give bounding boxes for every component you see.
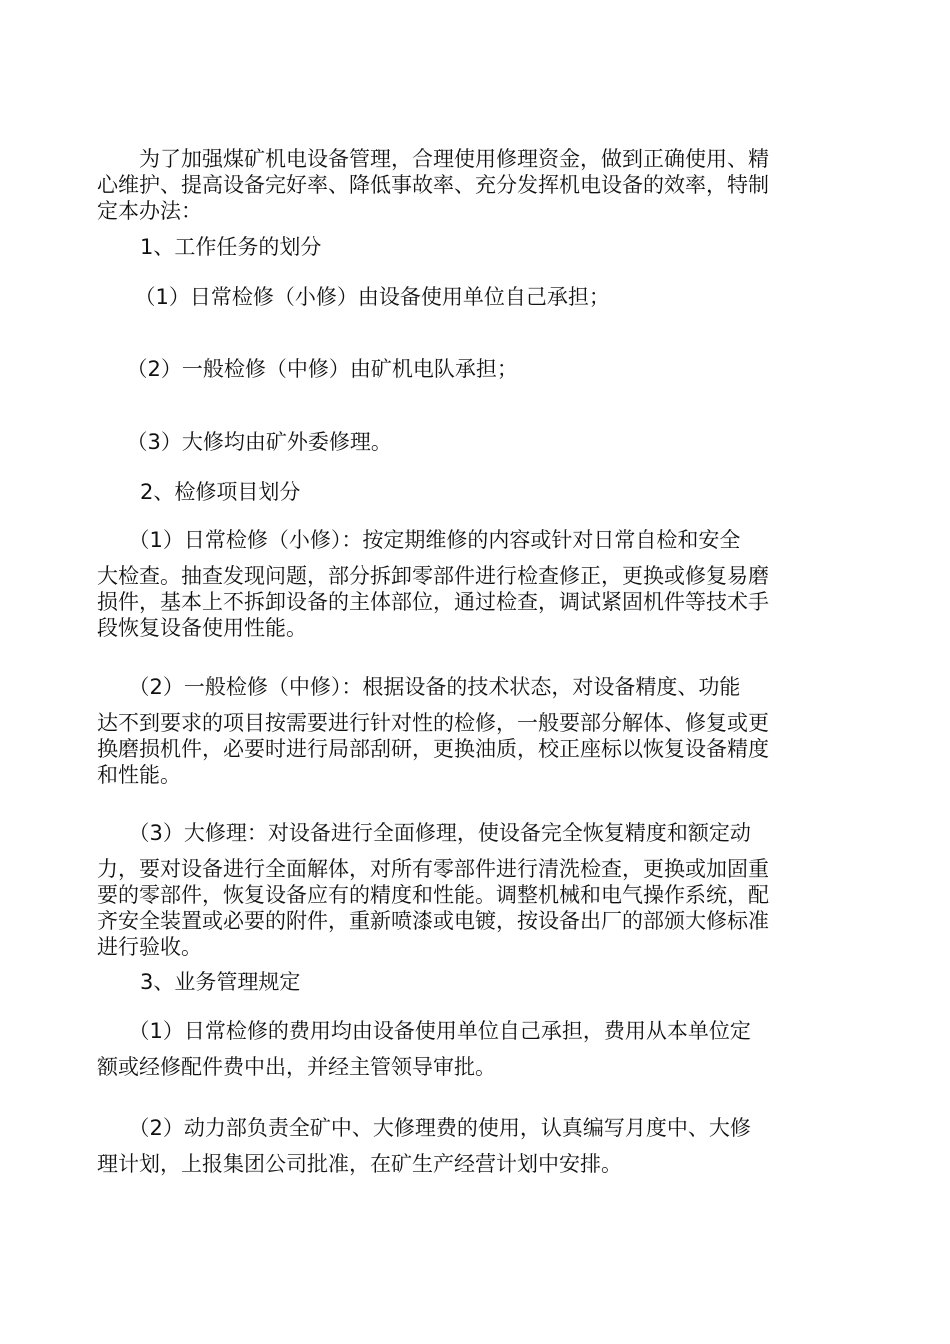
intro-line: 定本办法： [97,199,202,223]
paragraph-line: 额或经修配件费中出，并经主管领导审批。 [97,1055,496,1079]
section-2-heading: 2、检修项目划分 [98,480,301,504]
paragraph-line: 段恢复设备使用性能。 [97,616,307,640]
paragraph-line: 大检查。抽查发现问题，部分拆卸零部件进行检查修正，更换或修复易磨 [97,564,769,588]
paragraph-line: （2）动力部负责全矿中、大修理费的使用，认真编写月度中、大修 [97,1116,751,1140]
section-1-item-2: （2）一般检修（中修）由矿机电队承担； [95,357,518,381]
paragraph-line: 换磨损机件，必要时进行局部刮研，更换油质，校正座标以恢复设备精度 [97,737,769,761]
paragraph-line: （1）日常检修的费用均由设备使用单位自己承担，费用从本单位定 [97,1019,751,1043]
intro-paragraph [97,146,867,224]
paragraph-line: （3）大修理：对设备进行全面修理，使设备完全恢复精度和额定动 [97,821,751,845]
paragraph-line: 损件，基本上不拆卸设备的主体部位，通过检查，调试紧固机件等技术手 [97,590,769,614]
paragraph-line: 要的零部件，恢复设备应有的精度和性能。调整机械和电气操作系统，配 [97,883,769,907]
section-2-item-1 [97,527,867,641]
paragraph-line: 齐安全装置或必要的附件，重新喷漆或电镀，按设备出厂的部颁大修标准 [97,909,769,933]
section-1-heading: 1、工作任务的划分 [98,235,322,259]
paragraph-line: 和性能。 [97,763,181,787]
section-3-item-2 [97,1115,867,1177]
paragraph-line: （1）日常检修（小修）：按定期维修的内容或针对日常自检和安全 [97,528,741,552]
paragraph-line: 进行验收。 [97,935,202,959]
paragraph-line: 达不到要求的项目按需要进行针对性的检修，一般要部分解体、修复或更 [97,711,769,735]
section-3-item-1 [97,1018,867,1080]
section-1-item-1: （1）日常检修（小修）由设备使用单位自己承担； [103,285,610,309]
paragraph-line: 理计划，上报集团公司批准，在矿生产经营计划中安排。 [97,1152,622,1176]
section-2-item-3 [97,820,867,960]
intro-line: 为了加强煤矿机电设备管理，合理使用修理资金，做到正确使用、精 [97,147,769,171]
paragraph-line: 力，要对设备进行全面解体，对所有零部件进行清洗检查，更换或加固重 [97,857,769,881]
paragraph-line: （2）一般检修（中修）：根据设备的技术状态，对设备精度、功能 [97,675,741,699]
section-3-heading: 3、业务管理规定 [98,970,301,994]
section-1-item-3: （3）大修均由矿外委修理。 [95,430,392,454]
section-2-item-2 [97,674,867,788]
intro-line: 心维护、提高设备完好率、降低事故率、充分发挥机电设备的效率，特制 [97,173,769,197]
